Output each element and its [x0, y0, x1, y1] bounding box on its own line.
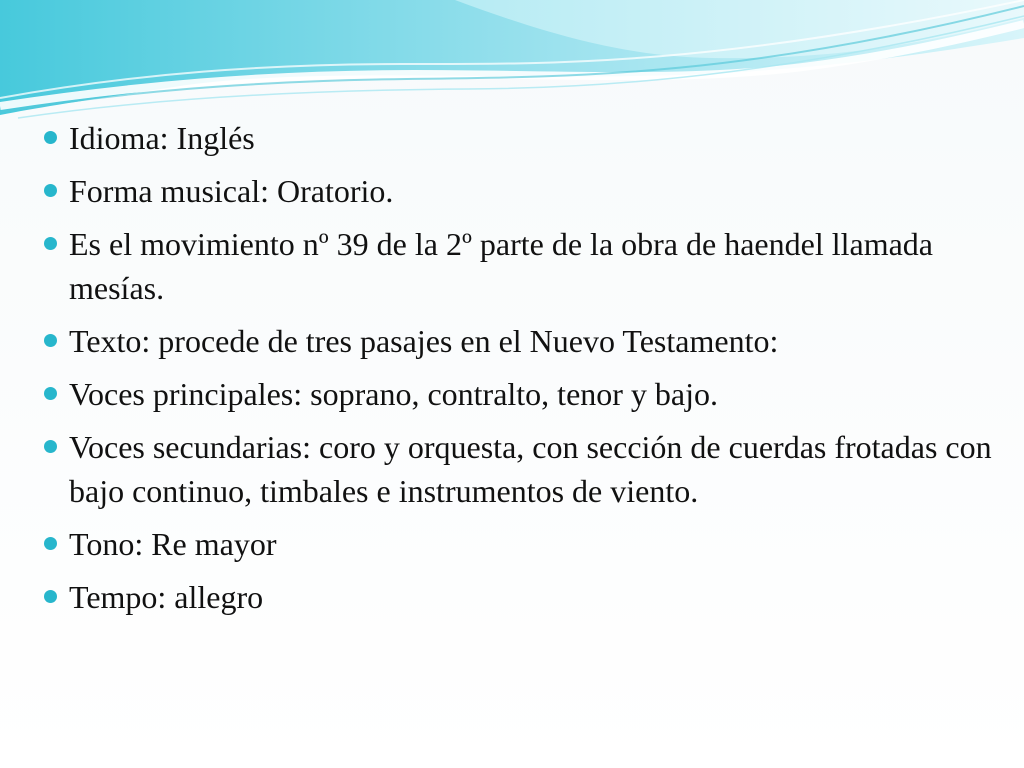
- bullet-text-movimiento: Es el movimiento nº 39 de la 2º parte de la obra de haendel llamada mesías.: [69, 226, 933, 306]
- bullet-text-voces-secundarias: Voces secundarias: coro y orquesta, con sección de cuerdas frotadas con bajo continuo, timbales e instrumentos de viento.: [69, 429, 992, 509]
- bullet-text-idioma: Idioma: Inglés: [69, 120, 255, 156]
- bullet-text-tono: Tono: Re mayor: [69, 526, 277, 562]
- decorative-wave-header: [0, 0, 1024, 120]
- bullet-dot-icon: [44, 334, 57, 347]
- bullet-text-texto: Texto: procede de tres pasajes en el Nuevo Testamento:: [69, 323, 779, 359]
- bullet-text-forma-musical: Forma musical: Oratorio.: [69, 173, 394, 209]
- bullet-text-voces-principales: Voces principales: soprano, contralto, tenor y bajo.: [69, 376, 719, 412]
- bullet-item-idioma: [40, 116, 1000, 160]
- bullet-item-tono: [40, 522, 1000, 566]
- bullet-dot-icon: [44, 590, 57, 603]
- bullet-dot-icon: [44, 131, 57, 144]
- bullet-dot-icon: [44, 537, 57, 550]
- bullet-dot-icon: [44, 237, 57, 250]
- bullet-item-voces-principales: [40, 372, 1000, 416]
- bullet-dot-icon: [44, 387, 57, 400]
- content-bullet-list: [40, 116, 1000, 628]
- bullet-dot-icon: [44, 184, 57, 197]
- bullet-item-texto: [40, 319, 1000, 363]
- bullet-item-tempo: [40, 575, 1000, 619]
- bullet-dot-icon: [44, 440, 57, 453]
- bullet-text-tempo: Tempo: allegro: [69, 579, 264, 615]
- bullet-item-movimiento: [40, 222, 1000, 310]
- bullet-item-voces-secundarias: [40, 425, 1000, 513]
- bullet-item-forma-musical: [40, 169, 1000, 213]
